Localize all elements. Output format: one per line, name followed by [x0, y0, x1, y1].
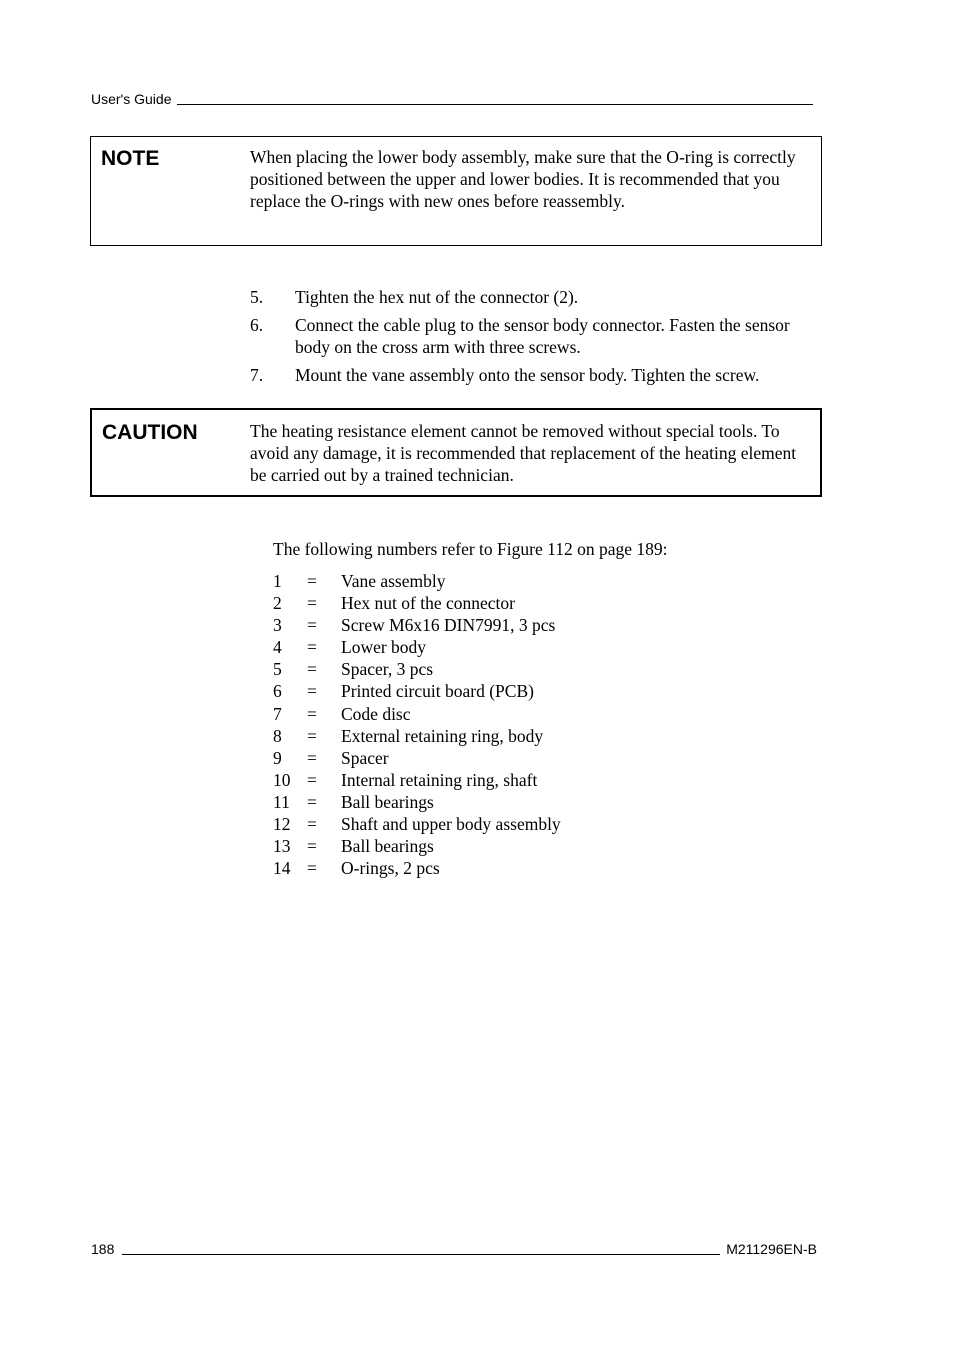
list-item — [273, 703, 561, 725]
list-item — [250, 314, 820, 358]
page-number: 188 — [91, 1241, 115, 1257]
list-item — [273, 813, 561, 835]
part-name: Spacer — [341, 747, 389, 768]
list-item — [273, 791, 561, 813]
page-header — [91, 90, 813, 108]
list-item — [273, 614, 561, 636]
part-number: 12 — [273, 814, 291, 835]
part-number: 2 — [273, 593, 282, 614]
parts-intro: The following numbers refer to Figure 112 on page 189: — [273, 539, 668, 559]
list-item — [273, 658, 561, 680]
list-item — [273, 769, 561, 791]
step-text: Mount the vane assembly onto the sensor body. Tighten the screw. — [295, 365, 760, 385]
part-equals: = — [307, 791, 317, 812]
part-name: Code disc — [341, 703, 411, 724]
part-equals: = — [307, 814, 317, 835]
part-name: Spacer, 3 pcs — [341, 659, 434, 680]
list-item — [273, 857, 561, 879]
list-item — [273, 725, 561, 747]
part-number: 9 — [273, 747, 282, 768]
list-item — [250, 286, 820, 308]
list-item — [273, 636, 561, 658]
part-name: Internal retaining ring, shaft — [341, 769, 538, 790]
list-item — [273, 835, 561, 857]
part-equals: = — [307, 659, 317, 680]
part-equals: = — [307, 769, 317, 790]
step-text: Tighten the hex nut of the connector (2). — [295, 287, 579, 307]
step-number: 6. — [250, 315, 264, 335]
part-number: 7 — [273, 703, 282, 724]
part-equals: = — [307, 571, 317, 591]
caution-label: CAUTION — [102, 421, 198, 444]
part-name: Lower body — [341, 637, 427, 658]
parts-list — [273, 570, 561, 879]
part-number: 10 — [273, 769, 291, 790]
part-number: 5 — [273, 659, 282, 680]
list-item — [273, 747, 561, 769]
part-equals: = — [307, 703, 317, 724]
part-equals: = — [307, 747, 317, 768]
part-number: 11 — [273, 791, 290, 812]
part-name: External retaining ring, body — [341, 725, 544, 746]
part-number: 6 — [273, 681, 282, 702]
header-rule — [177, 104, 813, 105]
note-box — [90, 136, 822, 246]
step-text: Connect the cable plug to the sensor body connector. Fasten the sensor body on the cross arm with three screws. — [295, 315, 790, 357]
note-text: When placing the lower body assembly, make sure that the O-ring is correctly positioned between the upper and lower bodies. It is recommended that you replace the O-rings with new ones before reassembly. — [250, 147, 796, 211]
part-equals: = — [307, 615, 317, 636]
list-item — [250, 364, 820, 386]
part-name: Screw M6x16 DIN7991, 3 pcs — [341, 615, 556, 636]
part-equals: = — [307, 593, 317, 614]
part-number: 14 — [273, 858, 291, 879]
part-equals: = — [307, 725, 317, 746]
note-label: NOTE — [101, 147, 160, 170]
part-number: 1 — [273, 571, 282, 591]
footer-rule — [122, 1254, 720, 1255]
part-number: 4 — [273, 637, 282, 658]
part-name: Vane assembly — [341, 571, 446, 591]
document-code: M211296EN-B — [726, 1241, 817, 1257]
part-equals: = — [307, 681, 317, 702]
part-equals: = — [307, 858, 317, 879]
header-title: User's Guide — [91, 91, 172, 107]
caution-text: The heating resistance element cannot be removed without special tools. To avoid any damage, it is recommended that replacement of the heating element be carried out by a trained technician. — [250, 421, 797, 485]
part-name: O-rings, 2 pcs — [341, 858, 440, 879]
part-name: Shaft and upper body assembly — [341, 814, 561, 835]
part-number: 3 — [273, 615, 282, 636]
steps-list — [250, 286, 820, 392]
part-name: Printed circuit board (PCB) — [341, 681, 534, 702]
part-name: Ball bearings — [341, 836, 434, 857]
part-number: 8 — [273, 725, 282, 746]
list-item — [273, 570, 561, 592]
part-equals: = — [307, 836, 317, 857]
part-name: Hex nut of the connector — [341, 593, 515, 614]
caution-box — [90, 408, 822, 497]
part-number: 13 — [273, 836, 291, 857]
part-name: Ball bearings — [341, 791, 434, 812]
page-footer — [91, 1240, 817, 1258]
step-number: 5. — [250, 287, 264, 307]
list-item — [273, 592, 561, 614]
part-equals: = — [307, 637, 317, 658]
step-number: 7. — [250, 365, 264, 385]
list-item — [273, 680, 561, 702]
